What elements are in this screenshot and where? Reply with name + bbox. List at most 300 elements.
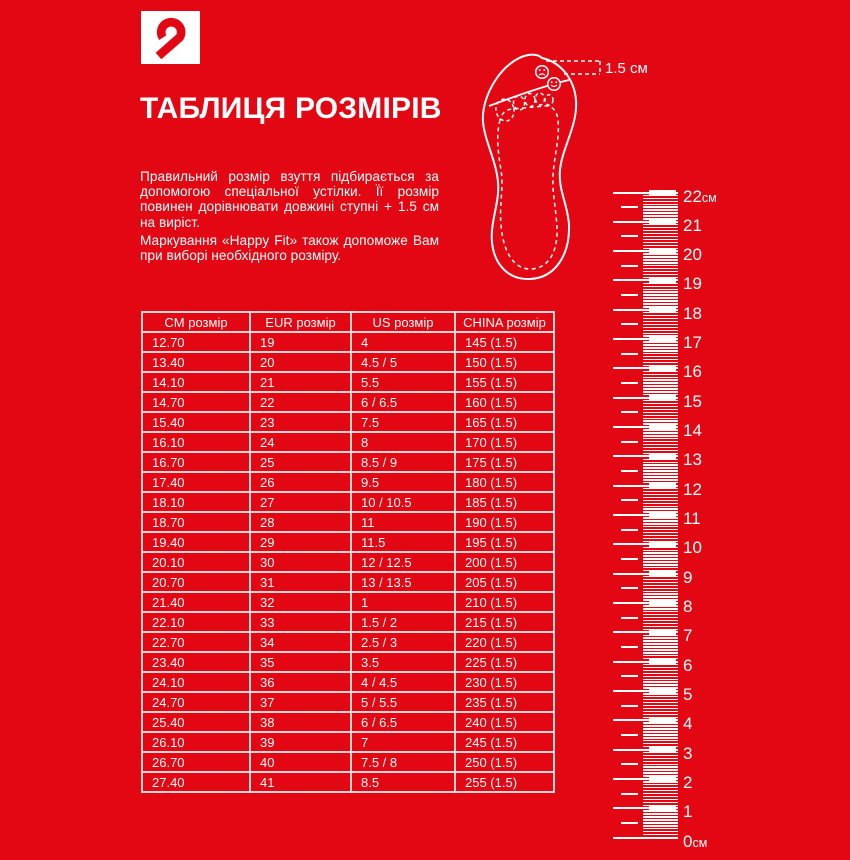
ruler-tick-mm	[643, 799, 678, 800]
ruler-tick-mm	[643, 206, 678, 207]
size-table	[141, 311, 555, 793]
table-cell: 3.5	[351, 652, 455, 672]
ruler-tick-mm	[643, 696, 678, 697]
ruler-tick-mm	[643, 356, 678, 357]
ruler-tick-mm	[643, 679, 678, 680]
ruler-tick-mm	[643, 315, 678, 316]
ruler-tick-mm	[643, 787, 678, 788]
ruler-tick-mm	[643, 585, 678, 586]
ruler-tick-cm	[613, 837, 678, 839]
table-cell: 13.40	[142, 352, 250, 372]
ruler-tick-mm	[643, 204, 678, 205]
ruler-tick-mm	[643, 637, 678, 638]
table-cell: 15.40	[142, 412, 250, 432]
table-cell: 245 (1.5)	[455, 732, 554, 752]
ruler-label: 9	[683, 567, 693, 587]
table-cell: 25.40	[142, 712, 250, 732]
table-cell: 22	[250, 392, 351, 412]
ruler-tick-mm	[643, 790, 678, 791]
table-cell: 29	[250, 532, 351, 552]
table-row	[142, 552, 554, 572]
ruler-tick-mm	[643, 462, 678, 463]
ruler-tick-mm	[643, 793, 678, 794]
measurement-label: 1.5 см	[605, 60, 648, 77]
table-cell: 11.5	[351, 532, 455, 552]
ruler-tick-mm	[643, 646, 678, 647]
ruler-tick-mm	[643, 755, 678, 756]
ruler-tick-mm	[643, 227, 678, 228]
table-cell: 26	[250, 472, 351, 492]
ruler-tick-half	[621, 675, 638, 677]
ruler-tick-mm	[643, 374, 678, 375]
table-cell: 22.10	[142, 612, 250, 632]
ruler-tick-mm	[643, 758, 678, 759]
ruler-tick-mm	[643, 391, 678, 392]
table-cell: 200 (1.5)	[455, 552, 554, 572]
ruler-tick-half	[621, 353, 638, 355]
ruler-tick-half	[621, 441, 638, 443]
table-cell: 37	[250, 692, 351, 712]
ruler-label: 8	[683, 596, 693, 616]
ruler-tick-mm	[643, 438, 678, 439]
table-cell: 36	[250, 672, 351, 692]
ruler-tick-mm	[643, 418, 678, 419]
ruler-tick-mm	[643, 828, 678, 829]
table-cell: 225 (1.5)	[455, 652, 554, 672]
ruler-tick-mm	[643, 526, 678, 527]
ruler-tick-mm	[643, 432, 678, 433]
ruler-label: 21	[683, 215, 702, 235]
ruler-tick-mm	[643, 731, 678, 732]
table-cell: 170 (1.5)	[455, 432, 554, 452]
ruler-tick-mm	[643, 711, 678, 712]
ruler-tick-mm	[643, 684, 678, 685]
ruler-tick-half	[621, 793, 638, 795]
table-cell: 1	[351, 592, 455, 612]
ruler-tick-mm	[643, 262, 678, 263]
ruler-tick-mm	[643, 265, 678, 266]
table-cell: 2.5 / 3	[351, 632, 455, 652]
ruler-tick-mm	[643, 435, 678, 436]
table-cell: 5 / 5.5	[351, 692, 455, 712]
ruler-tick-mm	[643, 409, 678, 410]
page-title: ТАБЛИЦЯ РОЗМІРІВ	[140, 92, 442, 125]
ruler-tick-half	[621, 294, 638, 296]
size-table-header-row	[142, 312, 554, 332]
ruler-tick-half	[621, 206, 638, 208]
ruler-tick-mm	[643, 714, 678, 715]
ruler-tick-mm	[643, 740, 678, 741]
ruler-tick-mm	[643, 303, 678, 304]
ruler-tick-mm	[643, 555, 678, 556]
ruler-tick-mm	[643, 283, 678, 284]
ruler-tick-mm	[643, 561, 678, 562]
table-cell: 27.40	[142, 772, 250, 792]
table-cell: 21	[250, 372, 351, 392]
ruler-tick-mm	[643, 209, 678, 210]
table-cell: 19	[250, 332, 351, 352]
intro-paragraph-2: Маркування «Happy Fit» також допоможе Вам при виборі необхідного розміру.	[140, 233, 439, 264]
ruler-tick-mm	[643, 447, 678, 448]
table-cell: 23.40	[142, 652, 250, 672]
ruler-tick-mm	[643, 550, 678, 551]
ruler-tick-mm	[643, 535, 678, 536]
ruler-tick-mm	[643, 673, 678, 674]
ruler-tick-mm	[643, 256, 678, 257]
ruler-label: 13	[683, 450, 702, 470]
ruler-tick-mm	[643, 699, 678, 700]
table-row	[142, 532, 554, 552]
ruler-tick-mm	[643, 520, 678, 521]
table-cell: 34	[250, 632, 351, 652]
ruler-tick-mm	[643, 371, 678, 372]
ruler-tick-mm	[643, 640, 678, 641]
ruler-unit-label: см	[701, 190, 717, 205]
ruler-tick-mm	[643, 382, 678, 383]
ruler-label: 20	[683, 245, 702, 265]
ruler-tick-mm	[643, 813, 678, 814]
table-cell: 185 (1.5)	[455, 492, 554, 512]
table-cell: 235 (1.5)	[455, 692, 554, 712]
ruler-tick-mm	[643, 822, 678, 823]
ruler-tick-mm	[643, 333, 678, 334]
table-cell: 17.40	[142, 472, 250, 492]
ruler-tick-mm	[643, 400, 678, 401]
ruler-tick-mm	[643, 347, 678, 348]
table-cell: 11	[351, 512, 455, 532]
ruler-label: 0см	[683, 831, 708, 851]
table-cell: 20.10	[142, 552, 250, 572]
ruler-tick-mm	[643, 379, 678, 380]
ruler-tick-mm	[643, 596, 678, 597]
table-cell: 12.70	[142, 332, 250, 352]
reima-r-logo-icon	[141, 11, 200, 64]
ruler-tick-half	[621, 558, 638, 560]
ruler-label: 16	[683, 362, 702, 382]
ruler-tick-mm	[643, 552, 678, 553]
table-cell: 1.5 / 2	[351, 612, 455, 632]
ruler-tick-mm	[643, 377, 678, 378]
table-cell: 10 / 10.5	[351, 492, 455, 512]
ruler-tick-mm	[643, 494, 678, 495]
brand-logo	[141, 11, 200, 64]
table-cell: 38	[250, 712, 351, 732]
table-row	[142, 512, 554, 532]
table-cell: 150 (1.5)	[455, 352, 554, 372]
ruler-tick-mm	[643, 588, 678, 589]
ruler-label: 11	[683, 509, 701, 529]
ruler-tick-mm	[643, 324, 678, 325]
table-cell: 25	[250, 452, 351, 472]
table-cell: 6 / 6.5	[351, 392, 455, 412]
ruler-tick-mm	[643, 470, 678, 471]
ruler-tick-half	[621, 617, 638, 619]
table-row	[142, 752, 554, 772]
ruler-label: 19	[683, 274, 702, 294]
ruler-tick-mm	[643, 286, 678, 287]
table-cell: 4 / 4.5	[351, 672, 455, 692]
table-row	[142, 372, 554, 392]
ruler-tick-mm	[643, 300, 678, 301]
ruler-tick-half	[621, 705, 638, 707]
table-cell: 160 (1.5)	[455, 392, 554, 412]
ruler-label: 4	[683, 714, 693, 734]
table-cell: 14.70	[142, 392, 250, 412]
ruler-tick-mm	[643, 766, 678, 767]
ruler-tick-mm	[643, 802, 678, 803]
table-cell: 5.5	[351, 372, 455, 392]
table-cell: 14.10	[142, 372, 250, 392]
table-row	[142, 572, 554, 592]
ruler-tick-mm	[643, 488, 678, 489]
table-row	[142, 392, 554, 412]
ruler-label: 22см	[683, 186, 717, 206]
column-header: CHINA розмір	[455, 312, 554, 332]
ruler-tick-mm	[643, 294, 678, 295]
ruler-tick-mm	[643, 761, 678, 762]
ruler-tick-mm	[643, 532, 678, 533]
table-cell: 240 (1.5)	[455, 712, 554, 732]
table-cell: 28	[250, 512, 351, 532]
table-cell: 195 (1.5)	[455, 532, 554, 552]
ruler-tick-mm	[643, 737, 678, 738]
ruler-tick-mm	[643, 529, 678, 530]
ruler-label: 15	[683, 391, 702, 411]
ruler-tick-mm	[643, 547, 678, 548]
ruler-tick-half	[621, 499, 638, 501]
table-row	[142, 612, 554, 632]
ruler-tick-mm	[643, 810, 678, 811]
ruler-tick-mm	[643, 318, 678, 319]
table-cell: 32	[250, 592, 351, 612]
ruler-tick-mm	[643, 620, 678, 621]
ruler	[600, 180, 750, 860]
ruler-label: 3	[683, 743, 693, 763]
ruler-tick-mm	[643, 772, 678, 773]
ruler-tick-mm	[643, 655, 678, 656]
table-cell: 165 (1.5)	[455, 412, 554, 432]
column-header: US розмір	[351, 312, 455, 332]
table-cell: 22.70	[142, 632, 250, 652]
table-cell: 41	[250, 772, 351, 792]
table-cell: 20.70	[142, 572, 250, 592]
ruler-tick-mm	[643, 464, 678, 465]
ruler-tick-mm	[643, 705, 678, 706]
table-row	[142, 672, 554, 692]
ruler-tick-mm	[643, 385, 678, 386]
ruler-label: 10	[683, 538, 702, 558]
ruler-tick-mm	[643, 614, 678, 615]
table-row	[142, 452, 554, 472]
ruler-tick-mm	[643, 635, 678, 636]
ruler-tick-mm	[643, 693, 678, 694]
table-cell: 4.5 / 5	[351, 352, 455, 372]
ruler-tick-mm	[643, 722, 678, 723]
ruler-tick-mm	[643, 643, 678, 644]
table-cell: 18.10	[142, 492, 250, 512]
ruler-tick-half	[621, 323, 638, 325]
ruler-tick-mm	[643, 353, 678, 354]
table-cell: 7.5	[351, 412, 455, 432]
ruler-tick-mm	[643, 297, 678, 298]
ruler-tick-mm	[643, 330, 678, 331]
ruler-tick-mm	[643, 450, 678, 451]
table-cell: 4	[351, 332, 455, 352]
ruler-tick-mm	[643, 233, 678, 234]
ruler-tick-mm	[643, 497, 678, 498]
ruler-tick-mm	[643, 459, 678, 460]
ruler-tick-mm	[643, 198, 678, 199]
table-cell: 27	[250, 492, 351, 512]
ruler-tick-mm	[643, 271, 678, 272]
ruler-tick-mm	[643, 230, 678, 231]
happy-face-icon	[548, 78, 561, 91]
table-cell: 40	[250, 752, 351, 772]
ruler-tick-mm	[643, 327, 678, 328]
ruler-tick-mm	[643, 503, 678, 504]
ruler-tick-half	[621, 265, 638, 267]
table-cell: 8	[351, 432, 455, 452]
table-cell: 24.10	[142, 672, 250, 692]
ruler-tick-mm	[643, 362, 678, 363]
ruler-label: 2	[683, 772, 693, 792]
table-cell: 24.70	[142, 692, 250, 712]
ruler-tick-mm	[643, 491, 678, 492]
table-cell: 7	[351, 732, 455, 752]
ruler-tick-mm	[643, 652, 678, 653]
table-row	[142, 652, 554, 672]
table-row	[142, 332, 554, 352]
table-row	[142, 472, 554, 492]
ruler-tick-mm	[643, 224, 678, 225]
ruler-tick-mm	[643, 626, 678, 627]
ruler-tick-mm	[643, 412, 678, 413]
ruler-tick-mm	[643, 623, 678, 624]
table-cell: 210 (1.5)	[455, 592, 554, 612]
ruler-tick-mm	[643, 708, 678, 709]
table-cell: 26.10	[142, 732, 250, 752]
ruler-tick-mm	[643, 567, 678, 568]
ruler-tick-mm	[643, 681, 678, 682]
ruler-tick-mm	[643, 444, 678, 445]
table-cell: 13 / 13.5	[351, 572, 455, 592]
table-cell: 8.5	[351, 772, 455, 792]
intro-paragraph-1: Правильний розмір взуття підбирається за допомогою спеціальної устілки. Її розмір повинен дорівнювати довжині ступні + 1.5 см на виріст.	[140, 169, 439, 230]
ruler-tick-mm	[643, 236, 678, 237]
table-cell: 230 (1.5)	[455, 672, 554, 692]
ruler-tick-half	[621, 382, 638, 384]
ruler-tick-mm	[643, 670, 678, 671]
table-cell: 190 (1.5)	[455, 512, 554, 532]
ruler-tick-mm	[643, 734, 678, 735]
ruler-tick-mm	[643, 816, 678, 817]
ruler-tick-mm	[643, 245, 678, 246]
ruler-tick-mm	[643, 743, 678, 744]
ruler-tick-mm	[643, 344, 678, 345]
column-header: EUR розмір	[250, 312, 351, 332]
ruler-tick-mm	[643, 479, 678, 480]
table-row	[142, 732, 554, 752]
ruler-tick-mm	[643, 752, 678, 753]
table-cell: 23	[250, 412, 351, 432]
ruler-tick-mm	[643, 664, 678, 665]
table-cell: 8.5 / 9	[351, 452, 455, 472]
ruler-tick-mm	[643, 523, 678, 524]
table-cell: 9.5	[351, 472, 455, 492]
ruler-tick-mm	[643, 831, 678, 832]
table-cell: 21.40	[142, 592, 250, 612]
ruler-tick-mm	[643, 406, 678, 407]
ruler-tick-mm	[643, 291, 678, 292]
ruler-label: 1	[683, 802, 693, 822]
ruler-tick-mm	[643, 476, 678, 477]
table-cell: 33	[250, 612, 351, 632]
ruler-tick-mm	[643, 769, 678, 770]
table-cell: 180 (1.5)	[455, 472, 554, 492]
ruler-tick-mm	[643, 441, 678, 442]
ruler-tick-mm	[643, 215, 678, 216]
ruler-tick-mm	[643, 359, 678, 360]
ruler-tick-mm	[643, 321, 678, 322]
ruler-tick-mm	[643, 558, 678, 559]
table-cell: 12 / 12.5	[351, 552, 455, 572]
ruler-tick-half	[621, 529, 638, 531]
ruler-tick-mm	[643, 341, 678, 342]
ruler-tick-mm	[643, 564, 678, 565]
ruler-tick-mm	[643, 403, 678, 404]
table-cell: 31	[250, 572, 351, 592]
table-row	[142, 712, 554, 732]
ruler-tick-mm	[643, 593, 678, 594]
size-table-body	[142, 332, 554, 792]
sad-face-icon	[536, 66, 549, 79]
ruler-tick-mm	[643, 274, 678, 275]
ruler-tick-half	[621, 411, 638, 413]
ruler-tick-mm	[643, 825, 678, 826]
ruler-tick-mm	[643, 420, 678, 421]
ruler-tick-mm	[643, 195, 678, 196]
ruler-tick-mm	[643, 834, 678, 835]
table-cell: 39	[250, 732, 351, 752]
ruler-tick-half	[621, 734, 638, 736]
ruler-tick-mm	[643, 781, 678, 782]
ruler-tick-mm	[643, 429, 678, 430]
table-row	[142, 772, 554, 792]
table-cell: 255 (1.5)	[455, 772, 554, 792]
ruler-label: 14	[683, 421, 702, 441]
ruler-tick-mm	[643, 415, 678, 416]
ruler-tick-mm	[643, 473, 678, 474]
ruler-tick-mm	[643, 212, 678, 213]
ruler-tick-mm	[643, 796, 678, 797]
table-row	[142, 432, 554, 452]
ruler-unit-label: см	[692, 835, 708, 850]
ruler-tick-mm	[643, 582, 678, 583]
table-cell: 7.5 / 8	[351, 752, 455, 772]
ruler-tick-mm	[643, 268, 678, 269]
ruler-label: 17	[683, 333, 702, 353]
table-row	[142, 632, 554, 652]
ruler-tick-half	[621, 587, 638, 589]
ruler-tick-mm	[643, 608, 678, 609]
ruler-tick-mm	[643, 508, 678, 509]
ruler-tick-mm	[643, 388, 678, 389]
table-row	[142, 352, 554, 372]
ruler-label: 7	[683, 626, 693, 646]
ruler-tick-mm	[643, 506, 678, 507]
table-cell: 16.10	[142, 432, 250, 452]
table-cell: 16.70	[142, 452, 250, 472]
